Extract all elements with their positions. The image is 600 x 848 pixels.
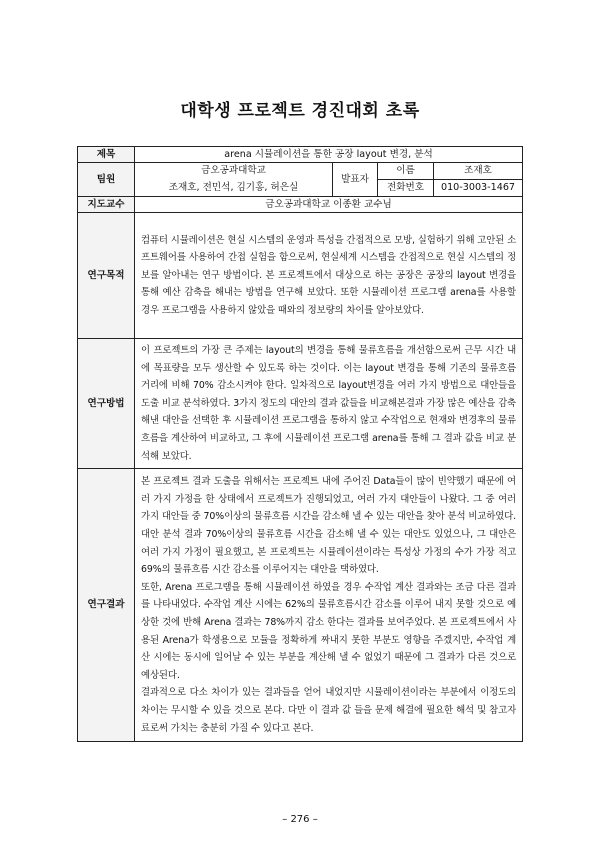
team-cell xyxy=(135,163,333,197)
page-title: 대학생 프로젝트 경진대회 초록 xyxy=(180,101,420,121)
result-text xyxy=(135,469,523,742)
result-paragraph-2: 또한, Arena 프로그램을 통해 시뮬레이션 하였을 경우 수작업 계산 결과와는 조금 다른 결과를 나타내었다. 수작업 계산 시에는 62%의 물류흐름시간 감소를 이루어 내지 못할 것으로 예상한 것에 반해 Arena 결과는 78%까지 감소 한다는 결과를 보여주었다. 본 프로젝트에서 사용된 Arena가 학생용으로 모듈을 정확하게 짜내지 못한 부분도 영향을 주겠지만, 수작업 계산 시에는 동시에 일어날 수 있는 부분을 계산해 낼 수 없었기 때문에 그 결과가 다른 것으로 예상된다. xyxy=(141,581,517,681)
advisor-label: 지도교수 xyxy=(78,197,135,213)
result-paragraph-3: 결과적으로 다소 차이가 있는 결과들을 얻어 내었지만 시뮬레이션이라는 부분에서 이정도의 차이는 무시할 수 있을 것으로 본다. 다만 이 결과 값 들을 문제 해결에 필요한 해석 및 참고자료로써 가치는 충분히 가질 수 있다고 본다. xyxy=(141,687,517,734)
team-school: 금오공과대학교 xyxy=(201,165,266,176)
result-label: 연구결과 xyxy=(78,469,135,742)
presenter-label: 발표자 xyxy=(333,163,378,197)
purpose-text: 컴퓨터 시뮬레이션은 현실 시스템의 운영과 특성을 간접적으로 모방, 실험하기 위해 고안된 소프트웨어를 사용하여 간접 실험을 함으로써, 현실세계 시스템을 간접적으로 현실 시스템의 정보를 알아내는 연구 방법이다. 본 프로젝트에서 대상으로 하는 공장은 공장의 layout 변경을 통해 예산 감축을 해내는 방법을 연구해 보았다. 또한 시뮬레이션 프로그램 arena를 사용할 경우 프로그램을 사용하지 않았을 때와의 정보량의 차이를 알아보았다. xyxy=(135,213,523,339)
abstract-form-table xyxy=(77,146,523,742)
team-label: 팀원 xyxy=(78,163,135,197)
presenter-phone: 010-3003-1467 xyxy=(440,181,516,193)
purpose-label: 연구목적 xyxy=(78,213,135,339)
presenter-cell xyxy=(378,163,523,197)
advisor-value: 금오공과대학교 이종환 교수님 xyxy=(135,197,523,213)
method-label: 연구방법 xyxy=(78,339,135,469)
team-members: 조재호, 전민석, 김기홍, 허은실 xyxy=(168,182,299,193)
page-number: – 276 – xyxy=(282,814,318,825)
method-text: 이 프로젝트의 가장 큰 주제는 layout의 변경을 통해 물류흐름을 개선함으로써 근무 시간 내에 목표량을 모두 생산할 수 있도록 하는 것이다. 이는 layout 변경을 통해 기존의 물류흐름 거리에 비해 70% 감소시켜야 한다. 일차적으로 layout변경을 여러 가지 방법으로 대안들을 도출 비교 분석하였다. 3가지 정도의 대안의 결과 값들을 비교해본결과 가장 많은 예산을 감축해낸 대안을 선택한 후 시뮬레이션 프로그램을 통하지 않고 수작업으로 현재와 변경후의 물류흐름을 계산하여 비교하고, 그 후에 시뮬레이션 프로그램 arena를 통해 그 결과 값을 비교 분석해 보았다. xyxy=(135,339,523,469)
result-paragraph-1: 본 프로젝트 결과 도출을 위해서는 프로젝트 내에 주어진 Data들이 많이 빈약했기 때문에 여러 가지 가정을 한 상태에서 프로젝트가 진행되었고, 여러 가지 대안들이 나왔다. 그 중 여러 가지 대안들 중 70%이상의 물류흐름 시간을 감소해 낼 수 있는 대안을 찾아 분석 비교하였다. 대안 분석 결과 70%이상의 물류흐름 시간을 감소해 낼 수 있는 대안도 있었으나, 그 대안은 여러 가지 가정이 필요했고, 본 프로젝트는 시뮬레이션이라는 특성상 가정의 수가 가장 적고 69%의 물류흐름 시간 감소를 이루어지는 대안을 택하였다. xyxy=(141,476,517,576)
presenter-table xyxy=(378,163,522,196)
subject-value: arena 시뮬레이션을 통한 공장 layout 변경, 분석 xyxy=(135,147,523,163)
name-label: 이름 xyxy=(378,163,434,179)
subject-label: 제목 xyxy=(78,147,135,163)
presenter-name: 조재호 xyxy=(434,163,523,179)
phone-label: 전화번호 xyxy=(378,179,434,196)
